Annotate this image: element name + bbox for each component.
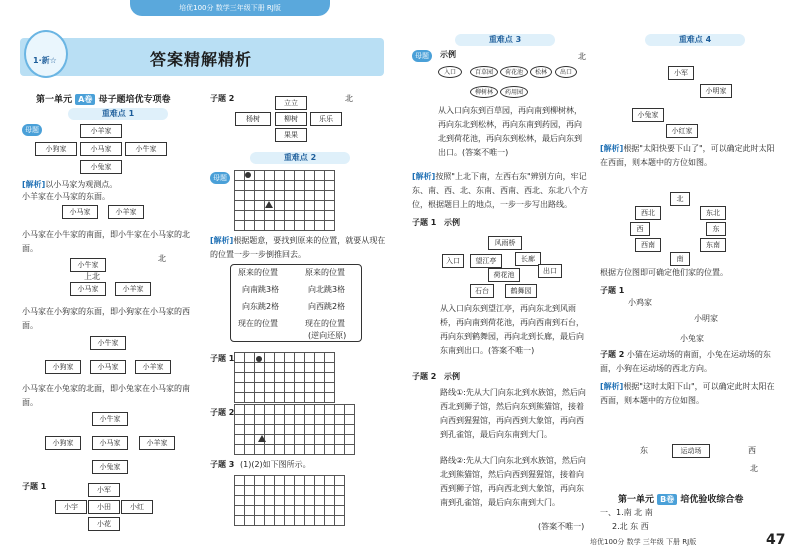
subA-label: 子题 1 [210,354,235,363]
tree-lele: 乐乐 [310,112,342,126]
line-1: 小羊家在小马家的东面。 [22,192,110,201]
box-f: 小牛家 [90,336,126,350]
page-title: 答案精解精析 [150,50,253,69]
box-xiaotu: 小兔家 [80,160,122,174]
line-4: 小马家在小兔家的北面，即小兔家在小马家的南面。 [22,384,190,407]
map-exit: 出口 [555,66,577,78]
unit-title: 母子题培优专项卷 [98,95,171,105]
box-g: 小狗家 [45,360,81,374]
compass-north: 北 [670,192,690,206]
answer-2: 2.北 东 西 [612,522,649,531]
line-2: 小马家在小牛家的南面，即小牛家在小马家的北面。 [22,230,190,253]
route-para-3: 路线①:先从大门向东北到水族馆，然后向西北到狮子馆，然后向东到熊猫馆，接着向西到猩猩馆，再向西到大象馆，再向西到孔雀馆，最后向东南到大门。 [440,388,586,439]
sub1-name-2: 小兔家 [680,334,704,343]
north-label: 北 [158,254,166,263]
box-n: 小兔家 [92,460,128,474]
box-xiaogou: 小狗家 [35,142,77,156]
box-l: 小马家 [92,436,128,450]
box-c: 小牛家 [70,258,106,272]
name-xiaoming: 小明家 [700,84,732,98]
tree-liushu: 柳树 [275,112,307,126]
step-left-2: 向东跳2格 [242,302,280,311]
header-label: 培优100分 数学三年级下册 RJ版 [130,0,330,16]
route-para-4: 路线②:先从大门向东北到水族馆，然后向北到熊猫馆，然后向西到猩猩馆，接着向西到狮子馆，再向西北到大象馆，再向东南到孔雀馆，最后向东南到大门。 [440,456,586,507]
north-label-3: 北 [578,52,586,61]
sub1-box-4: 小花 [88,517,120,531]
step-right-0: 原来的位置 [305,268,345,277]
name-xiaohong: 小红家 [666,124,698,138]
north-label-2: 北 [345,94,353,103]
sub1-box-1: 小宇 [55,500,87,514]
dir-north-right: 北 [750,464,758,473]
unit-badge: A卷 [75,94,95,105]
name-xiaojun: 小军 [668,66,694,80]
answer-1: 一、1.南 北 南 [600,508,653,517]
sub1-label-4: 子题 1 [600,286,625,295]
explain-2: [解析]根据题意，要找到原来的位置，就要从现在的位置一步一步倒推回去。 [210,236,386,259]
step-left-0: 原来的位置 [238,268,278,277]
line-3: 小马家在小狗家的东面，即小狗家在小马家的西面。 [22,307,190,330]
unit-heading-4: 第一单元 B卷 培优验收综合卷 [618,495,744,505]
sub1-label: 子题 1 [22,482,47,491]
note-4: 根据方位图即可确定他们家的位置。 [600,268,728,277]
grid-sub2 [234,404,355,455]
box-b: 小羊家 [108,205,144,219]
step-left-3: 现在的位置 [238,319,278,328]
box-a: 小马家 [62,205,98,219]
compass-west: 西 [630,222,650,236]
box-m: 小羊家 [139,436,175,450]
map-baicaoyuan: 百草园 [470,66,498,78]
sub2-text-4: 子题 2 小猫在运动场的南面，小兔在运动场的东面，小狗在运动场的西北方向。 [600,350,771,373]
box-xiaoyang: 小羊家 [80,124,122,138]
map2-entrance: 入口 [442,254,464,268]
sub2-label-3: 子题 2 [412,372,437,381]
map2-hewuyuan: 鹤舞园 [505,284,537,298]
tree-yangshu: 杨树 [235,112,271,126]
map-songlin: 松林 [530,66,552,78]
subC-text: (1)(2)如下图所示。 [240,460,311,469]
name-xiaotu: 小兔家 [632,108,664,122]
compass-dongbei: 东北 [700,206,726,220]
map-hehuachi: 荷花池 [500,66,528,78]
example-label-2: 示例 [444,372,460,381]
step-right-3: 现在的位置 [305,319,345,328]
field-box: 运动场 [672,444,710,458]
explain-1: [解析]以小马家为观测点。 [22,180,118,189]
explain-4b: [解析]根据"这时太阳下山"，可以确定此时太阳在西面，则本题中的方位如图。 [600,382,775,405]
footer-text: 培优100分 数学 三年级 下册 RJ版 [590,538,697,546]
triangle-sub2 [258,435,266,442]
compass-xinan: 西南 [635,238,661,252]
map-entrance: 入口 [438,66,462,78]
map2-shitai: 石台 [470,284,494,298]
sub1-box-0: 小军 [88,483,120,497]
compass-south: 南 [670,252,690,266]
dir-east-left: 东 [640,446,648,455]
key-point-3: 重难点 3 [455,34,555,46]
route-para-2: 从入口向东到望江亭，再向东北到风雨桥，再向南到荷花池，再向西南到石台，再向东到鹤舞园，再向北到长廊，最后向东南到出口。(答案不唯一) [440,304,584,355]
dir-west-right: 西 [748,446,756,455]
subC-label: 子题 3 [210,460,235,469]
map-yaoyongyuan: 药用园 [500,86,528,98]
step-right-1: 向北跳3格 [308,285,346,294]
subB-label: 子题 2 [210,408,235,417]
route-note: (答案不唯一) [538,522,585,531]
box-k: 小狗家 [45,436,81,450]
key-point-2: 重难点 2 [250,152,350,164]
route-para-1: 从入口向东到百草园，再向南到柳树林，再向东北到松林，再向东南到药园，再向北到荷花池，再向东到松林，最后向东到出口。(答案不唯一) [438,106,582,157]
diagram-up-label: 上北 [84,272,100,281]
box-e: 小羊家 [115,282,151,296]
step-right-2: 向西跳2格 [308,302,346,311]
box-j: 小牛家 [92,412,128,426]
triangle-marker [265,201,273,208]
map2-hehuachi: 荷花池 [488,268,520,282]
sub1-label-3: 子题 1 [412,218,437,227]
sub1-box-3: 小红 [121,500,153,514]
sub2-label: 子题 2 [210,94,235,103]
sub1-name-1: 小明家 [694,314,718,323]
logo-badge-icon [24,30,68,78]
map2-fengyuqiao: 风雨桥 [488,236,522,250]
map2-wangjiangting: 望江亭 [470,254,502,268]
page-number: 47 [766,532,786,548]
unit-label: 第一单元 [36,95,73,105]
grid-sub3 [234,475,345,526]
dot-marker [245,172,251,178]
explain-3: [解析]按照"上北下南，左西右东"辨别方向，牢记东、南、西、北、东南、西南、西北、东北八个方位，根据题目上的地点，一步一步写出路线。 [412,172,588,209]
map-liushulin: 柳树林 [470,86,498,98]
box-xiaoma: 小马家 [80,142,122,156]
sub1-box-2: 小田 [88,500,120,514]
logo-text: 1·新☆ [33,56,57,65]
tree-guoguo: 果果 [275,128,307,142]
grid-mother [234,170,335,231]
box-h: 小马家 [90,360,126,374]
explain-4: [解析]根据"太阳快要下山了"，可以确定此时太阳在西面，则本题中的方位如图。 [600,144,775,167]
step-left-1: 向南跳3格 [242,285,280,294]
compass-dongnan: 东南 [700,238,726,252]
map2-changlang: 长廊 [515,252,541,266]
dot-sub1 [256,356,262,362]
mother-tag-3: 母题 [412,50,432,62]
box-xiaoniu: 小牛家 [125,142,167,156]
sub1-name-0: 小鸡家 [628,298,652,307]
grid-sub1 [234,352,335,403]
tree-lili: 立立 [275,96,307,110]
compass-east: 东 [706,222,726,236]
mother-tag-2: 母题 [210,172,230,184]
key-point-4: 重难点 4 [645,34,745,46]
example-label: 示例 [440,50,456,59]
unit-heading [36,92,171,105]
compass-xibei: 西北 [635,206,661,220]
box-d: 小马家 [70,282,106,296]
step-right-4: (逆向还原) [308,331,347,340]
box-i: 小羊家 [135,360,171,374]
map2-exit: 出口 [538,264,562,278]
mother-tag: 母题 [22,124,42,136]
key-point-1: 重难点 1 [68,108,168,120]
example-label-1: 示例 [444,218,460,227]
